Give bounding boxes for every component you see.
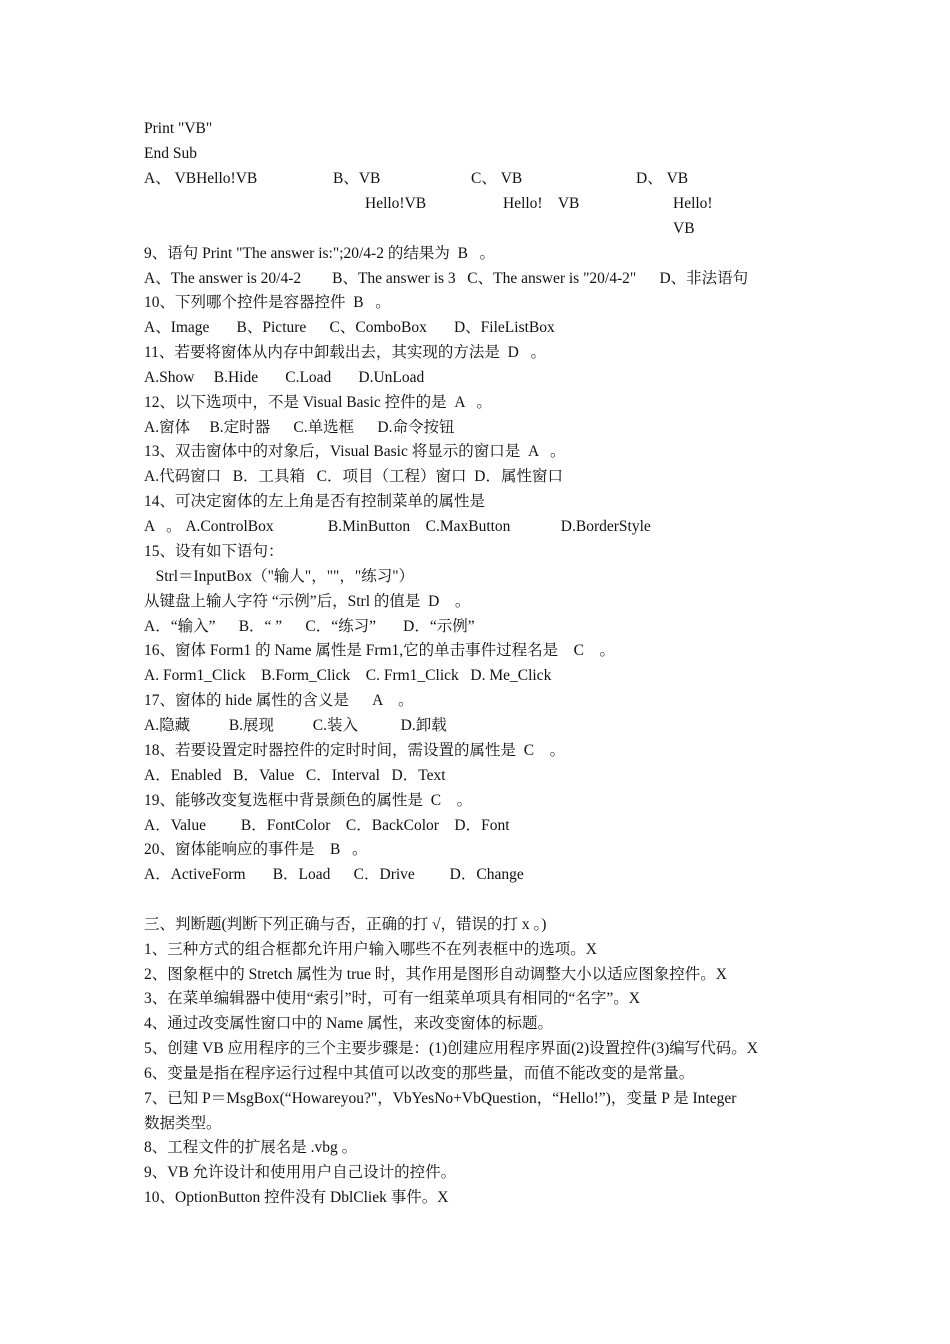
question-20-options: A．ActiveForm B．Load C．Drive D．Change [144,866,524,883]
judgment-item: 4、通过改变属性窗口中的 Name 属性，来改变窗体的标题。 [144,1015,554,1032]
question-11-options: A.Show B.Hide C.Load D.UnLoad [144,369,425,386]
question-18-options: A．Enabled B．Value C．Interval D．Text [144,767,446,784]
question-15-code: Strl＝InputBox（"输人"，""，"练习"） [144,568,415,585]
q8-option-d-line3: VB [673,220,695,237]
judgment-item: 3、在菜单编辑器中使用“索引”时，可有一组菜单项具有相同的“名字”。X [144,990,640,1007]
question-12-options: A.窗体 B.定时器 C.单选框 D.命令按钮 [144,419,455,436]
judgment-item: 6、变量是指在程序运行过程中其值可以改变的那些量，而值不能改变的是常量。 [144,1065,695,1082]
question-18: 18、若要设置定时器控件的定时时间，需设置的属性是 C 。 [144,742,566,759]
question-14: 14、可决定窗体的左上角是否有控制菜单的属性是 [144,493,486,510]
q8-option-a: A、 VBHello!VB [144,170,258,187]
q8-option-d-line1: D、 VB [636,170,689,187]
question-13: 13、双击窗体中的对象后，Visual Basic 将显示的窗口是 A 。 [144,443,566,460]
question-19-options: A．Value B．FontColor C．BackColor D．Font [144,817,510,834]
question-20: 20、窗体能响应的事件是 B 。 [144,841,368,858]
judgment-item: 9、VB 允许设计和使用用户自己设计的控件。 [144,1164,457,1181]
judgment-heading: 三、判断题(判断下列正确与否，正确的打 √，错误的打 x 。) [144,916,547,933]
question-9-options: A、The answer is 20/4-2 B、The answer is 3 C、The answer is "20/4-2" D、非法语句 [144,270,749,287]
judgment-item: 1、三种方式的组合框都允许用户输入哪些不在列表框中的选项。X [144,941,597,958]
q8-option-b-line1: B、VB [333,170,381,187]
code-line-print: Print "VB" [144,120,213,137]
judgment-item: 7、已知 P＝MsgBox(“Howareyou?"，VbYesNo+VbQuestion，“Hello!”)，变量 P 是 Integer [144,1090,737,1107]
question-10: 10、下列哪个控件是容器控件 B 。 [144,294,391,311]
question-16-options: A. Form1_Click B.Form_Click C. Frm1_Click D. Me_Click [144,667,552,684]
question-15-description: 从键盘上输人字符 “示例”后，Strl 的值是 D 。 [144,593,471,610]
question-15-options: A．“输入” B．“ ” C．“练习” D．“示例” [144,618,475,635]
judgment-item: 5、创建 VB 应用程序的三个主要步骤是：(1)创建应用程序界面(2)设置控件(3)编写代码。X [144,1040,758,1057]
question-19: 19、能够改变复选框中背景颜色的属性是 C 。 [144,792,473,809]
question-17-options: A.隐藏 B.展现 C.装入 D.卸载 [144,717,447,734]
q8-option-c-line1: C、 VB [471,170,523,187]
question-12: 12、以下选项中，不是 Visual Basic 控件的是 A 。 [144,394,492,411]
question-9: 9、语句 Print "The answer is:";20/4-2 的结果为 B 。 [144,245,496,262]
q8-option-b-line2: Hello!VB [365,195,427,212]
question-15: 15、设有如下语句： [144,543,284,560]
question-14-options: A 。 A.ControlBox B.MinButton C.MaxButton D.BorderStyle [144,518,651,535]
judgment-item: 10、OptionButton 控件没有 DblCliek 事件。X [144,1189,449,1206]
question-11: 11、若要将窗体从内存中卸载出去，其实现的方法是 D 。 [144,344,546,361]
question-16: 16、窗体 Form1 的 Name 属性是 Frm1,它的单击事件过程名是 C 。 [144,642,616,659]
code-line-end-sub: End Sub [144,145,197,162]
q8-option-d-line2: Hello! [673,195,713,212]
q8-option-c-line2: Hello! VB [503,195,580,212]
question-10-options: A、Image B、Picture C、ComboBox D、FileListBox [144,319,555,336]
judgment-item: 8、工程文件的扩展名是 .vbg 。 [144,1139,358,1156]
judgment-item-continuation: 数据类型。 [144,1115,222,1132]
question-17: 17、窗体的 hide 属性的含义是 A 。 [144,692,414,709]
judgment-item: 2、图象框中的 Stretch 属性为 true 时，其作用是图形自动调整大小以适应图象控件。X [144,966,727,983]
question-13-options: A.代码窗口 B．工具箱 C．项目（工程）窗口 D．属性窗口 [144,468,563,485]
